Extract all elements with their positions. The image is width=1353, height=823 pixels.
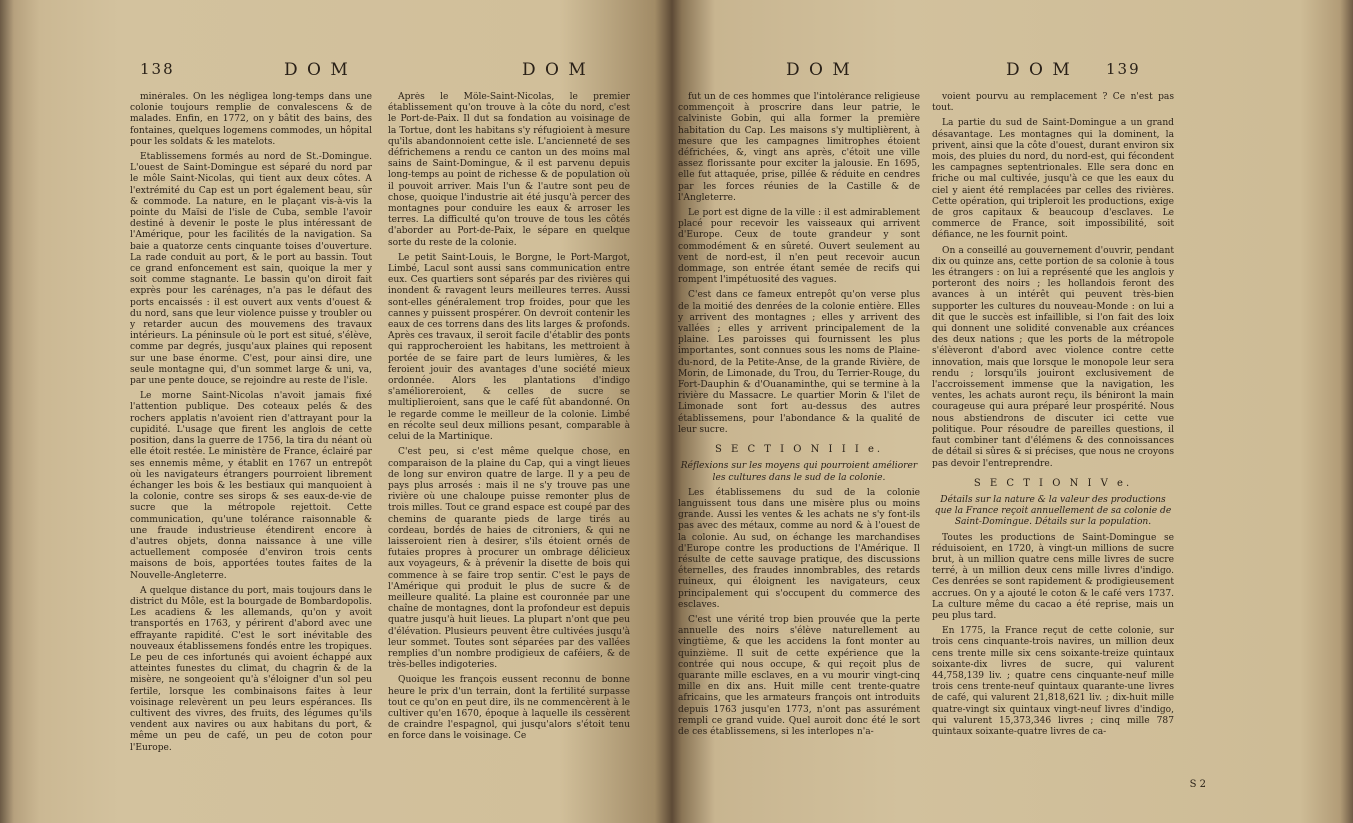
paragraph: C'est dans ce fameux entrepôt qu'on verse plus de la moitié des denrées de la colonie entière. Elles y arrivent des montagnes ; elles y arrivent des vallées ; elles y arrivent principalement de la plaine. Les paroisses qui fournissent les plus importantes, sont connues sous les noms de Plaine-du-nord, de la Petite-Anse, de la grande Rivière, de Morin, de Limonade, du Trou, du Terrier-Rouge, du Fort-Dauphin & d'Ouanaminthe, qui se termine à la rivière du Massacre. Le quartier Morin & l'ilet de Limonade sont fort au-dessus des autres établissemens, pour l'abondance & la qualité de leur sucre. <box>678 290 920 435</box>
right-running-head <box>676 62 1336 88</box>
paragraph: On a conseillé au gouvernement d'ouvrir, pendant dix ou quinze ans, cette portion de sa colonie à tous les étrangers : on lui a représenté que les anglois y porteront des noirs ; les hollandois feront des avances à un intérêt qui peuvent très-bien supporter les cultures du nouveau-Monde : on lui a dit que le succès est infaillible, si l'on fait des loix qui donnent une solidité convenable aux créances des deux nations ; que les ports de la métropole s'élèveront d'abord avec violence contre cette innovation, mais que lorsque le monopole leur sera rendu ; lorsqu'ils jouiront exclusivement de l'accroissement immense que la navigation, les ventes, les achats auront reçu, ils béniront la main courageuse qui aura préparé leur prospérité. Nous nous abstiendrons de discuter ici cette vue politique. Pour résoudre de pareilles questions, il faut combiner tant d'élémens & des connoissances de détail si sûres & si précises, que nous ne croyons pas devoir l'entreprendre. <box>932 245 1174 469</box>
paragraph: Le petit Saint-Louis, le Borgne, le Port-Margot, Limbé, Lacul sont aussi sans communication entre eux. Ces quartiers sont séparés par des rivières qui inondent & ravagent leurs meilleures terres. Aussi sont-elles généralement trop froides, pour que les cannes y puissent prospérer. On devroit contenir les eaux de ces torrens dans des lits larges & profonds. Après ces travaux, il seroit facile d'établir des ponts qui rapprocheroient les habitans, les mettroient à portée de se faire part de leurs lumières, & les feroient jouir des avantages d'une société mieux ordonnée. Alors les plantations d'indigo s'amélioreroient, & celles de sucre se multiplieroient, sans que le café fût abandonné. On le regarde comme le meilleur de la colonie. Limbé en récolte seul deux millions pesant, comparable à celui de la Martinique. <box>388 252 630 443</box>
paragraph: Le morne Saint-Nicolas n'avoit jamais fixé l'attention publique. Des coteaux pelés & des rochers applatis n'avoient rien d'attrayant pour la cupidité. L'usage que firent les anglois de cette position, dans la guerre de 1756, la tira du néant où elle étoit restée. Le ministère de France, éclairé par ses ennemis même, y établit en 1767 un entrepôt où les navigateurs étrangers pourroient librement échanger les bois & les bestiaux qui manquoient à la colonie, contre ses sirops & ses eaux-de-vie de sucre que la métropole rejettoit. Cette communication, qu'une tolérance raisonnable & une fraude industrieuse étendirent encore à d'autres objets, donna naissance à une ville actuellement composée d'environ trois cents maisons de bois, apportées toutes faites de la Nouvelle-Angleterre. <box>130 391 372 581</box>
left-head-b: D O M <box>522 62 588 80</box>
right-head-b: D O M <box>1006 62 1072 80</box>
paragraph: C'est une vérité trop bien prouvée que la perte annuelle des noirs s'élève naturellement au vingtième, & que les accidens la font monter au quinzième. Il suit de cette expérience que la contrée qui nous occupe, & qui reçoit plus de quarante mille esclaves, en a vu mourir vingt-cinq mille en dix ans. Huit mille cent trente-quatre africains, que les armateurs françois ont introduits depuis 1763 jusqu'en 1773, n'ont pas assurément rempli ce grand vuide. Quel auroit donc été le sort de ces établissemens, si les interlopes n'a- <box>678 614 920 737</box>
paragraph: Etablissemens formés au nord de St.-Domingue. L'ouest de Saint-Domingue est séparé du nord par le môle Saint-Nicolas, qui tient aux deux côtes. A l'extrémité du Cap est un port également beau, sûr & commode. La nature, en le plaçant vis-à-vis la pointe du Maïsi de l'isle de Cuba, semble l'avoir destiné à devenir le poste le plus intéressant de l'Amérique, pour les facilités de la navigation. Sa baie a quatorze cents cinquante toises d'ouverture. La rade conduit au port, & le port au bassin. Tout ce grand enfoncement est sain, quoique la mer y soit comme stagnante. Le bassin qu'on diroit fait exprès pour les carénages, n'a pas le défaut des ports encaissés : il est ouvert aux vents d'ouest & du nord, sans que leur violence puisse y troubler ou y retarder aucun des mouvemens des travaux intérieurs. La péninsule où le port est situé, s'élève, comme par degrés, jusqu'aux plaines qui reposent sur une base énorme. C'est, pour ainsi dire, une seule montagne qui, d'un sommet large & uni, va, par une pente douce, se rejoindre au reste de l'isle. <box>130 152 372 387</box>
left-page <box>22 62 662 792</box>
paragraph: Le port est digne de la ville : il est admirablement placé pour recevoir les vaisseaux qui arrivent d'Europe. Ceux de toute grandeur y sont commodément & en sûreté. Ouvert seulement au vent de nord-est, il n'en peut recevoir aucun dommage, son entrée étant semée de recifs qui rompent l'impétuosité des vagues. <box>678 208 920 286</box>
right-head-a: D O M <box>786 62 852 80</box>
paragraph: voient pourvu au remplacement ? Ce n'est pas tout. <box>932 92 1174 114</box>
paragraph: minérales. On les négligea long-temps dans une colonie toujours remplie de convalescens & de malades. Enfin, en 1772, on y bâtit des bains, des fontaines, quelques logemens commodes, un hôpital pour les soldats & les matelots. <box>130 92 372 147</box>
section-iv-title: S E C T I O N I V e. <box>973 477 1133 489</box>
signature-mark: S 2 <box>1189 779 1206 790</box>
section-iv-subtitle: Détails sur la nature & la valeur des productions que la France reçoit annuellement de sa colonie de Saint-Domingue. Détails sur la population. <box>934 494 1172 528</box>
left-head-a: D O M <box>284 62 350 80</box>
section-iii-title: S E C T I O N I I I e. <box>714 444 884 456</box>
paragraph: Quoique les françois eussent reconnu de bonne heure le prix d'un terrain, dont la fertilité surpasse tout ce qu'on en peut dire, ils ne commencèrent à le cultiver qu'en 1670, époque à laquelle ils cessèrent de craindre l'espagnol, qui jusqu'alors s'étoit tenu en force dans le voisinage. Ce <box>388 675 630 742</box>
paragraph: Les établissemens du sud de la colonie languissent tous dans une misère plus ou moins grande. Aussi les ventes & les achats ne s'y font-ils pas avec des métaux, comme au nord & à l'ouest de la colonie. Au sud, on échange les marchandises d'Europe contre les productions de l'Amérique. Il résulte de cette sauvage pratique, des discussions éternelles, des fraudes innombrables, des retards ruineux, qui éloignent les navigateurs, ceux principalement qui s'occupent du commerce des esclaves. <box>678 487 920 610</box>
paragraph: En 1775, la France reçut de cette colonie, sur trois cens cinquante-trois navires, un million deux cens trente mille six cens soixante-treize quintaux soixante-dix livres de sucre, qui valurent 44,758,139 liv. ; quatre cens cinquante-neuf mille trois cens trente-neuf quintaux quarante-une livres de café, qui valurent 21,818,621 liv. ; dix-huit mille quatre-vingt six quintaux vingt-neuf livres d'indigo, qui valurent 15,373,346 livres ; cinq mille 787 quintaux soixante-quatre livres de ca- <box>932 626 1174 737</box>
right-column-1 <box>678 92 920 782</box>
paragraph: C'est peu, si c'est même quelque chose, en comparaison de la plaine du Cap, qui a vingt lieues de long sur environ quatre de large. Il y a peu de pays plus arrosés : mais il ne s'y trouve pas une rivière où une chaloupe puisse remonter plus de trois milles. Tout ce grand espace est coupé par des chemins de quarante pieds de large tirés au cordeau, bordés de haies de citroniers, & qui ne laisseroient rien à desirer, s'ils étoient ornés de futaies propres à procurer un ombrage délicieux aux voyageurs, & à prévenir la disette de bois qui commence à se faire trop sentir. C'est le pays de l'Amérique qui produit le plus de sucre & de meilleure qualité. La plaine est couronnée par une chaîne de montagnes, dont la profondeur est depuis quatre jusqu'à huit lieues. La plupart n'ont que peu d'élévation. Plusieurs peuvent être cultivées jusqu'à leur sommet. Toutes sont séparées par des vallées remplies d'un nombre prodigieux de caféiers, & de très-belles indigoteries. <box>388 447 630 671</box>
paragraph: Toutes les productions de Saint-Domingue se réduisoient, en 1720, à vingt-un millions de sucre brut, à un million quatre cens mille livres de sucre terré, à un million deux cens mille livres d'indigo. Ces denrées se sont rapidement & prodigieusement accrues. On y a ajouté le coton & le café vers 1737. La culture même du cacao a été reprise, mais un peu plus tard. <box>932 532 1174 621</box>
left-page-number: 138 <box>140 62 175 78</box>
right-column-2 <box>932 92 1174 782</box>
right-page-number: 139 <box>1106 62 1141 78</box>
paragraph: A quelque distance du port, mais toujours dans le district du Môle, est la bourgade de Bombardopolis. Les acadiens & les allemands, qu'on y avoit transportés en 1763, y périrent d'abord avec une effrayante rapidité. C'est le sort inévitable des nouveaux établissemens fondés entre les tropiques. Le peu de ces infortunés qui avoient échappé aux atteintes funestes du climat, du chagrin & de la misère, ne songeoient qu'à s'éloigner d'un sol peu fertile, lorsque les combinaisons faites à leur voisinage relevèrent un peu leurs espérances. Ils cultivent des vivres, des fruits, des légumes qu'ils vendent aux navires ou aux habitans du port, & même un peu de café, un peu de coton pour l'Europe. <box>130 585 372 753</box>
section-iii-subtitle: Réflexions sur les moyens qui pourroient améliorer les cultures dans le sud de la colonie. <box>680 461 918 483</box>
right-page <box>676 62 1336 792</box>
left-column-1 <box>130 92 372 782</box>
paragraph: Après le Môle-Saint-Nicolas, le premier établissement qu'on trouve à la côte du nord, c'est le Port-de-Paix. Il dut sa fondation au voisinage de la Tortue, dont les habitans s'y réfugioient à mesure qu'ils abandonnoient cette isle. L'ancienneté de ses défrichemens a rendu ce canton un des moins mal sains de Saint-Domingue, & il est parvenu depuis long-temps au point de richesse & de population où il pouvoit arriver. Mais l'un & l'autre sont peu de chose, quoique l'industrie ait été jusqu'à percer des montagnes pour conduire les eaux & arroser les terres. La difficulté qu'on trouve de tous les côtés d'aborder au Port-de-Paix, le sépare en quelque sorte du reste de la colonie. <box>388 92 630 248</box>
left-running-head <box>22 62 662 88</box>
left-column-2 <box>388 92 630 782</box>
paragraph: fut un de ces hommes que l'intolérance religieuse commençoit à proscrire dans leur patrie, le calviniste Gobin, qui alla former la première habitation du Cap. Les maisons s'y multiplièrent, à mesure que les campagnes limitrophes étoient défrichées, &, vingt ans après, c'étoit une ville assez florissante pour exciter la jalousie. En 1695, elle fut attaquée, prise, pillée & réduite en cendres par les forces réunies de la Castille & de l'Angleterre. <box>678 92 920 203</box>
paragraph: La partie du sud de Saint-Domingue a un grand désavantage. Les montagnes qui la dominent, la privent, ainsi que la côte d'ouest, durant environ six mois, des pluies du nord, du nord-est, qui fécondent les campagnes septentrionales. Elle sera donc en friche ou mal cultivée, jusqu'à ce que les eaux du ciel y aient été remplacées par celles des rivières. Cette opération, qui tripleroit les productions, exige de gros capitaux & beaucoup d'esclaves. Le commerce de France, soit impossibilité, soit défiance, ne les fournit point. <box>932 118 1174 241</box>
